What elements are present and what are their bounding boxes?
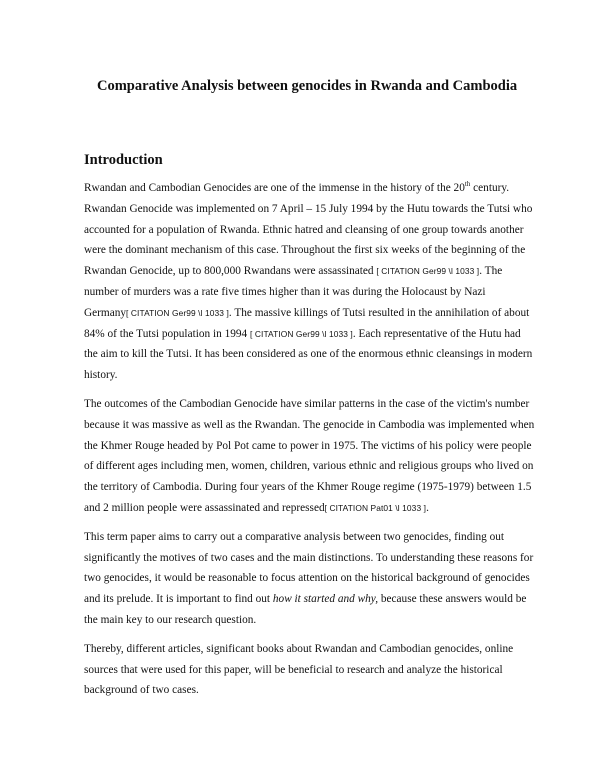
text-line	[84, 610, 524, 631]
text-run: . The massive killings of Tutsi resulted in the annihilation of about	[228, 306, 530, 319]
text-line	[84, 415, 535, 436]
paragraph	[84, 527, 534, 631]
text-line	[84, 174, 524, 199]
document-body	[84, 174, 535, 709]
text-line	[84, 220, 524, 241]
document-title: Comparative Analysis between genocides in Rwanda and Cambodia	[97, 78, 518, 94]
citation-field: [ CITATION Ger99 \l 1033 ]	[376, 266, 480, 277]
citation-field: [ CITATION Ger99 \l 1033 ]	[250, 328, 353, 339]
text-line	[84, 639, 524, 660]
paragraph	[84, 174, 533, 386]
text-run: of different ages including men, women, children, various ethnic and religious groups who lived on	[84, 460, 534, 473]
section-heading-introduction: Introduction	[84, 152, 163, 168]
text-run: .	[426, 501, 429, 514]
text-line	[84, 660, 524, 681]
paragraph	[84, 639, 524, 701]
text-run: history.	[84, 369, 118, 382]
text-line	[84, 680, 524, 701]
text-run: The outcomes of the Cambodian Genocide have similar patterns in the case of the victim's number	[84, 397, 530, 410]
text-line	[84, 261, 524, 282]
text-run: the Khmer Rouge headed by Pol Pot came to power in 1975. The victims of his policy were people	[84, 439, 532, 452]
text-run: . Each representative of the Hutu had	[352, 327, 521, 340]
text-line	[84, 324, 524, 345]
text-run: the main key to our research question.	[84, 613, 257, 626]
text-run: . The	[479, 265, 503, 278]
text-run: because these answers would be	[378, 593, 527, 606]
text-line	[84, 589, 527, 610]
superscript: th	[464, 180, 471, 188]
text-line	[84, 548, 534, 569]
text-run: Rwandan Genocide was implemented on 7 April – 15 July 1994 by the Hutu towards the Tutsi who	[84, 202, 533, 215]
text-line	[84, 240, 524, 261]
italic-text: how it started and why,	[272, 593, 379, 606]
text-run: Thereby, different articles, significant books about Rwandan and Cambodian genocides, online	[84, 642, 514, 655]
text-run: number of murders was a rate five times higher than it was during the Holocaust by Nazi	[84, 285, 486, 298]
text-line	[84, 344, 533, 365]
text-run: Germany	[84, 306, 127, 319]
text-run: Rwandan Genocide, up to 800,000 Rwandans were assassinated	[84, 265, 377, 278]
text-run: accounted for a population of Rwanda. Ethnic hatred and cleansing of one group towards another	[84, 223, 524, 236]
text-run: sources that were used for this paper, will be beneficial to research and analyze the historical	[84, 663, 503, 676]
text-line	[84, 199, 533, 220]
text-run: 84% of the Tutsi population in 1994	[84, 327, 251, 340]
text-line	[84, 498, 524, 519]
text-run: Rwandan and Cambodian Genocides are one of the immense in the history of the 20	[84, 182, 465, 194]
text-run: the territory of Cambodia. During four years of the Khmer Rouge regime (1975-1979) between 1.5	[84, 481, 532, 494]
text-run: and its prelude. It is important to find out	[84, 593, 273, 606]
text-line	[84, 527, 524, 548]
text-run: century.	[470, 182, 510, 194]
text-line	[84, 477, 532, 498]
text-run: This term paper aims to carry out a comparative analysis between two genocides, finding out	[84, 530, 505, 543]
text-line	[84, 303, 530, 324]
citation-field: [ CITATION Pat01 \l 1033 ]	[324, 502, 427, 513]
text-run: two genocides, it would be reasonable to focus attention on the historical background of genocides	[84, 572, 530, 585]
text-line	[84, 282, 524, 303]
text-run: background of two cases.	[84, 684, 199, 697]
text-run: and 2 million people were assassinated and repressed	[84, 501, 325, 514]
text-line	[84, 456, 534, 477]
text-line	[84, 394, 530, 415]
text-run: significantly the motives of two cases and the main distinctions. To understanding these reasons for	[84, 551, 534, 564]
text-run: were the dominant mechanism of this case. Throughout the first six weeks of the beginning of the	[84, 244, 526, 257]
text-line	[84, 436, 532, 457]
text-run: because it was massive as well as the Rwandan. The genocide in Cambodia was implemented when	[84, 418, 535, 431]
paragraph	[84, 394, 535, 519]
citation-field: [ CITATION Ger99 \l 1033 ]	[126, 307, 229, 318]
text-line	[84, 568, 530, 589]
text-line	[84, 365, 524, 386]
text-run: the aim to kill the Tutsi. It has been considered as one of the enormous ethnic cleansings in modern	[84, 348, 533, 361]
